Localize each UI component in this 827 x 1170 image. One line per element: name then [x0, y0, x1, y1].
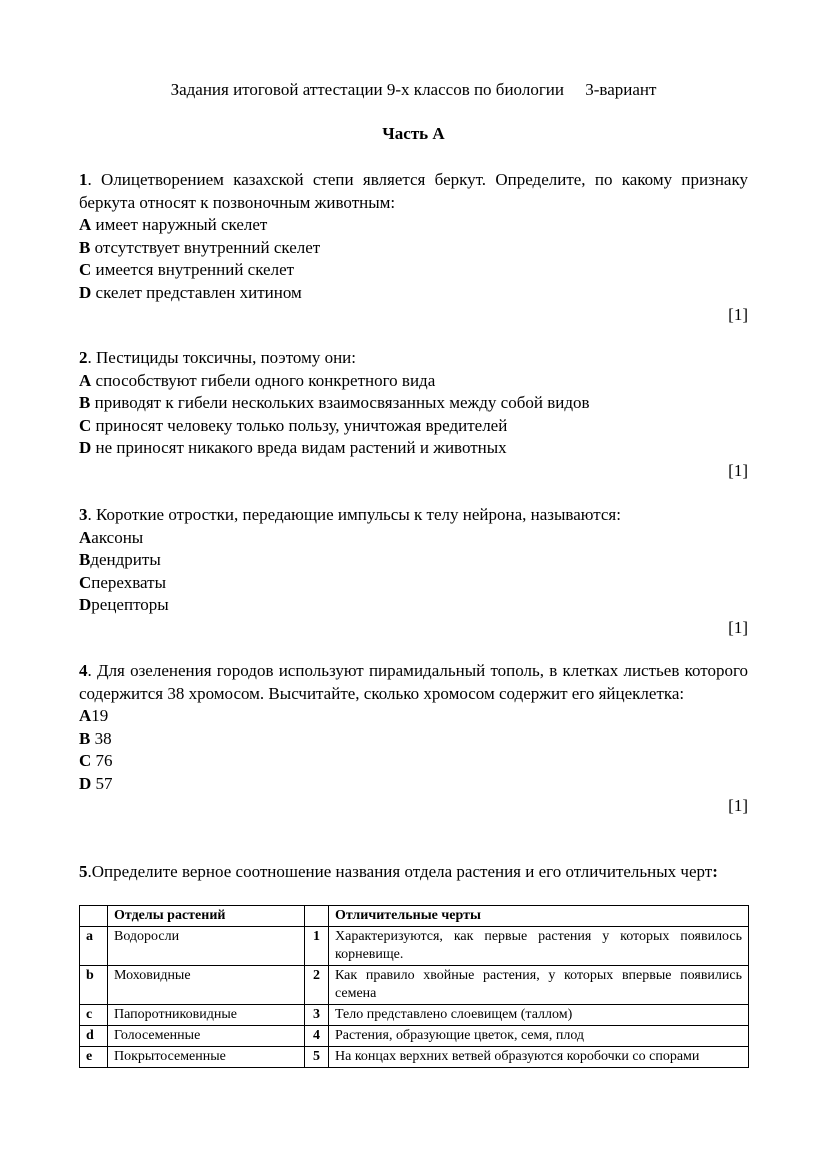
table-header-row	[80, 906, 749, 927]
option-a: Aаксоны	[79, 527, 144, 547]
option-c: C 76	[79, 751, 113, 770]
question-stem: 5.Определите верное соотношение названия отдела растения и его отличительных черт:	[79, 862, 718, 881]
table-row: b Моховидные 2 Как правило хвойные растения, у которых впервые появились семена	[80, 966, 749, 1005]
score-mark: [1]	[728, 617, 748, 637]
table-row: a Водоросли 1 Характеризуются, как первые растения у которых появилось корневище.	[80, 927, 749, 966]
plant-divisions-table	[79, 905, 749, 1068]
part-heading: Часть А	[382, 124, 445, 143]
score-mark: [1]	[728, 796, 748, 815]
option-b: B 38	[79, 728, 112, 748]
option-c: Cперехваты	[79, 572, 167, 592]
option-d: D не приносят никакого вреда видам растений и животных	[79, 438, 507, 457]
question-1	[79, 169, 748, 327]
question-stem: 1. Олицетворением казахской степи является беркут. Определите, по какому признаку беркута относят к позвоночным животным:	[79, 170, 748, 212]
option-a: A имеет наружный скелет	[79, 215, 268, 234]
table-row: e Покрытосеменные 5 На концах верхних ветвей образуются коробочки со спорами	[80, 1047, 749, 1068]
option-b: Bдендриты	[79, 550, 161, 569]
option-a: A способствуют гибели одного конкретного вида	[79, 370, 436, 390]
question-number: 1	[79, 170, 88, 189]
table-row: c Папоротниковидные 3 Тело представлено слоевищем (таллом)	[80, 1005, 749, 1026]
question-4	[79, 660, 748, 818]
option-a: A19	[79, 706, 109, 725]
column-header-traits: Отличительные черты	[329, 906, 749, 927]
score-mark: [1]	[728, 305, 748, 324]
option-d: D 57	[79, 773, 113, 793]
question-stem: 2. Пестициды токсичны, поэтому они:	[79, 348, 356, 367]
option-d: D скелет представлен хитином	[79, 282, 302, 302]
option-c: C имеется внутренний скелет	[79, 260, 295, 279]
option-b: B отсутствует внутренний скелет	[79, 237, 321, 257]
column-header-divisions: Отделы растений	[108, 906, 305, 927]
score-mark: [1]	[728, 460, 748, 480]
option-c: C приносят человеку только пользу, уничтожая вредителей	[79, 415, 508, 435]
page-title: Задания итоговой аттестации 9-х классов по биологии 3-вариант	[170, 80, 657, 99]
question-2	[79, 347, 748, 482]
table-row: d Голосеменные 4 Растения, образующие цветок, семя, плод	[80, 1026, 749, 1047]
option-b: B приводят к гибели нескольких взаимосвязанных между собой видов	[79, 393, 590, 412]
question-5	[79, 861, 748, 884]
question-stem: 4. Для озеленения городов используют пирамидальный тополь, в клетках листьев которого содержится 38 хромосом. Высчитайте, сколько хромосом содержит его яйцеклетка:	[79, 661, 748, 703]
question-3	[79, 504, 748, 639]
question-number: 2	[79, 348, 88, 367]
question-number: 5	[79, 862, 88, 881]
option-d: Dрецепторы	[79, 595, 169, 614]
question-number: 3	[79, 505, 88, 524]
question-number: 4	[79, 661, 88, 680]
question-stem: 3. Короткие отростки, передающие импульсы к телу нейрона, называются:	[79, 505, 621, 524]
